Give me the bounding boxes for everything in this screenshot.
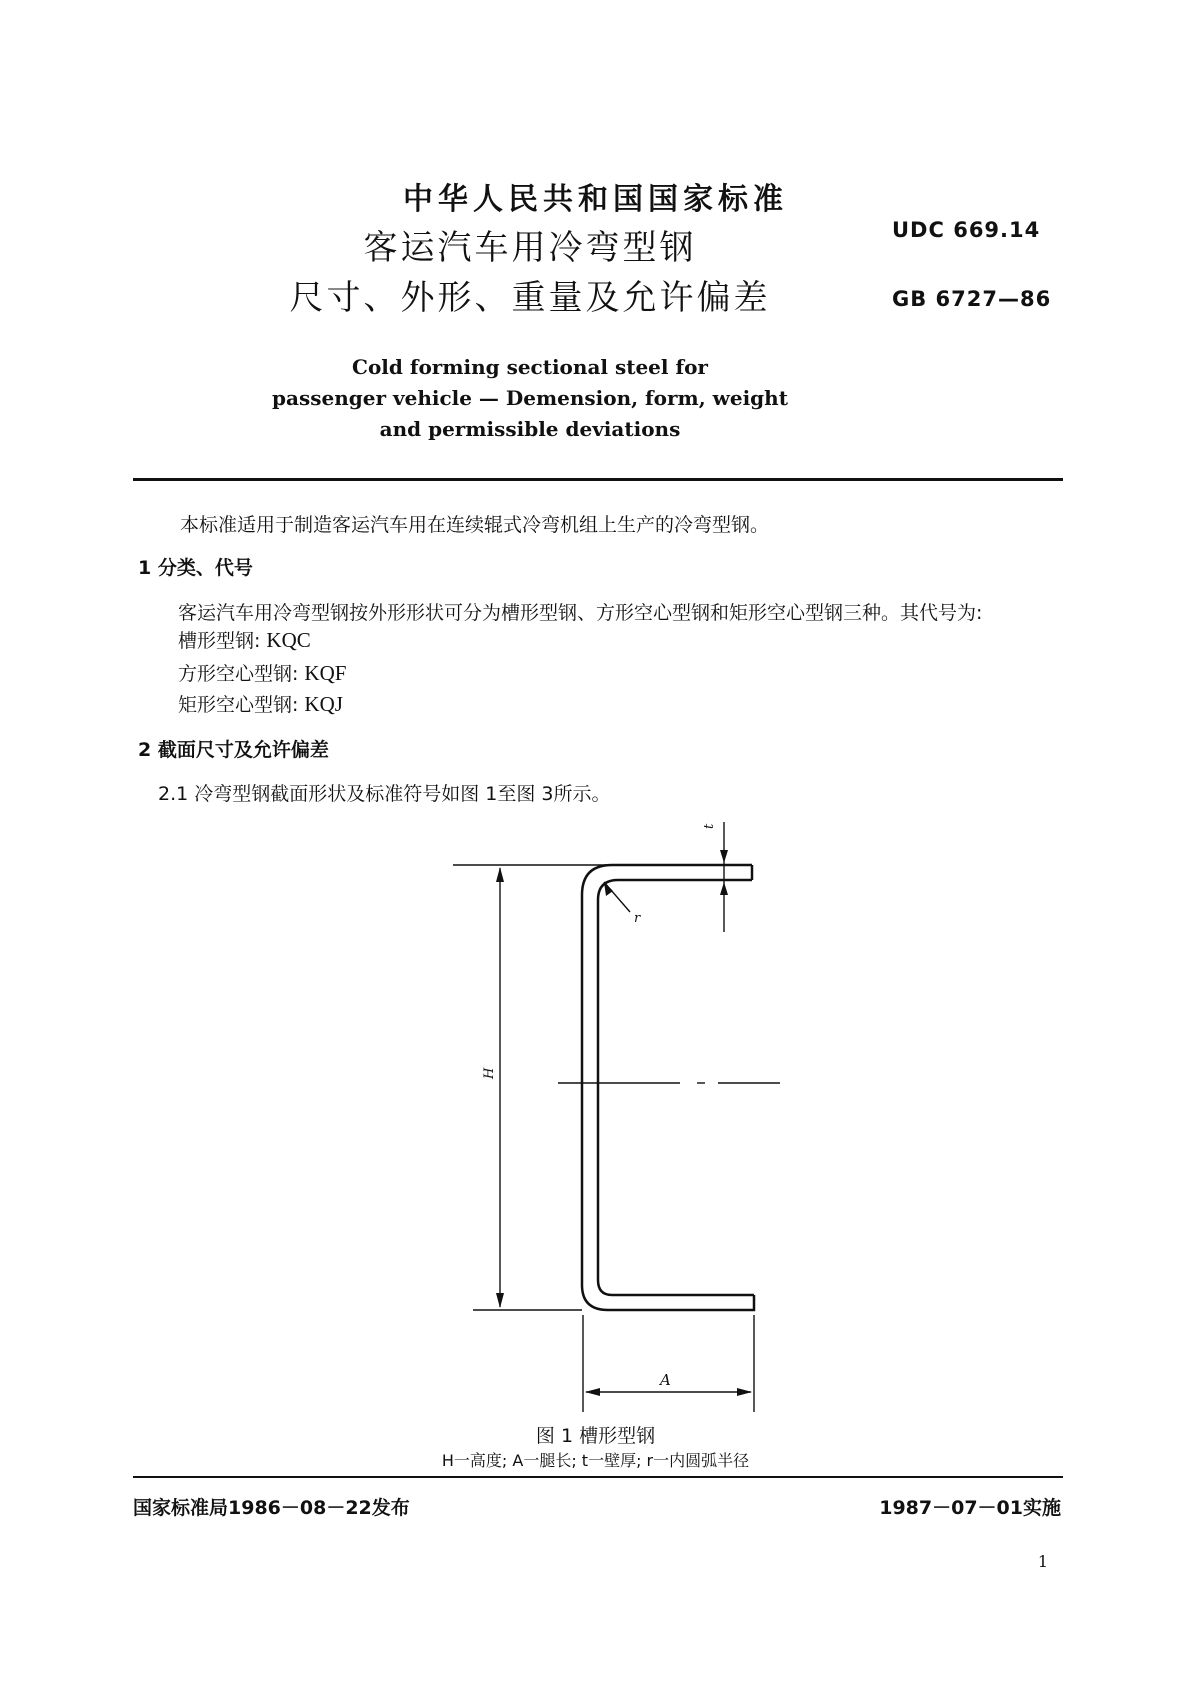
standard-type: 中华人民共和国国家标准	[403, 182, 788, 217]
figure-1-caption: 图 1 槽形型钢	[535, 1425, 656, 1447]
channel-outer-contour	[582, 865, 754, 1310]
section-1-text: 客运汽车用冷弯型钢按外形形状可分为槽形型钢、方形空心型钢和矩形空心型钢三种。其代号为:	[178, 602, 983, 624]
title-cn-line1: 客运汽车用冷弯型钢	[363, 228, 697, 268]
issued-date: 国家标准局1986－08－22发布	[133, 1497, 410, 1519]
t-arrow-top	[720, 850, 728, 863]
t-arrow-bottom	[720, 882, 728, 895]
title-en-line2: passenger vehicle — Demension, form, weight	[272, 386, 788, 410]
section-1-heading: 1 分类、代号	[138, 557, 253, 579]
code-value: KQC	[266, 628, 311, 652]
label-h: H	[482, 1067, 497, 1079]
code-name: 方形空心型钢:	[178, 663, 299, 685]
title-en-line3: and permissible deviations	[379, 417, 681, 441]
code-name: 槽形型钢:	[178, 630, 261, 652]
code-value: KQF	[304, 661, 347, 685]
a-arrow-right	[737, 1388, 752, 1396]
scope-paragraph: 本标准适用于制造客运汽车用在连续辊式冷弯机组上生产的冷弯型钢。	[180, 514, 770, 536]
h-arrow-bottom	[496, 1293, 504, 1308]
title-cn-line2: 尺寸、外形、重量及允许偏差	[289, 278, 771, 318]
r-arrow	[604, 882, 613, 896]
udc-number: UDC 669.14	[892, 218, 1041, 242]
section-2-heading: 2 截面尺寸及允许偏差	[138, 739, 329, 761]
footer-rule	[133, 1476, 1063, 1478]
label-t: t	[702, 823, 717, 829]
page-number: 1	[1037, 1552, 1048, 1571]
h-arrow-top	[496, 867, 504, 882]
effective-date: 1987－07－01实施	[879, 1497, 1061, 1519]
channel-inner-contour	[598, 880, 754, 1295]
label-a: A	[660, 1371, 671, 1389]
label-r: r	[634, 911, 641, 926]
section-2-1-text: 2.1 冷弯型钢截面形状及标准符号如图 1至图 3所示。	[158, 783, 611, 805]
figure-1-legend: H一高度; A一腿长; t一壁厚; r一内圆弧半径	[441, 1451, 750, 1470]
code-name: 矩形空心型钢:	[178, 694, 299, 716]
code-value: KQJ	[304, 692, 343, 716]
a-arrow-left	[585, 1388, 600, 1396]
gb-number: GB 6727—86	[892, 287, 1052, 311]
title-en-line1: Cold forming sectional steel for	[352, 355, 708, 379]
